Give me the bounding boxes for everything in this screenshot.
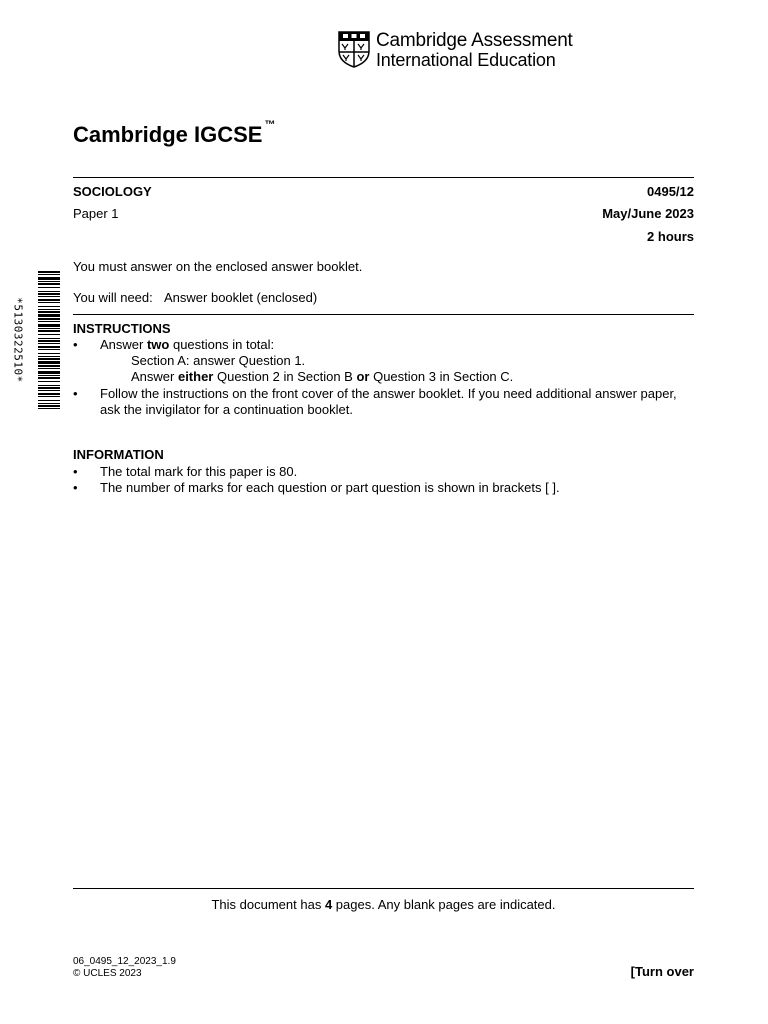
instruction-emphasis: either [177,369,214,384]
document-reference: 06_0495_12_2023_1.9 [73,956,176,967]
barcode-bar [38,377,60,379]
barcode-bar [38,358,60,360]
barcode-bar [38,283,60,285]
bullet-icon: • [73,337,78,352]
instruction-emphasis: two [146,337,170,352]
instruction-text: Answer [100,337,147,352]
trademark-symbol: ™ [264,119,276,131]
barcode-bar [38,321,60,322]
barcode-bar [38,299,60,301]
information-item-1: The total mark for this paper is 80. [100,464,298,479]
barcode-bar [38,328,60,329]
page-count-note [73,897,694,913]
barcode-number-text: *5130322510* [11,297,25,383]
instruction-sub-2 [131,369,513,385]
barcode-bar [38,271,60,273]
barcode-bar [38,361,60,364]
barcode-bar [38,393,60,395]
barcode-bar [38,334,60,335]
barcode-bar [38,381,60,382]
copyright-notice: © UCLES 2023 [73,968,142,979]
barcode-bar [38,274,60,275]
barcode-bar [38,385,60,386]
instruction-emphasis: or [356,369,370,384]
page-count-text: This document has [211,897,325,912]
instructions-heading: INSTRUCTIONS [73,321,171,336]
barcode-bar [38,405,60,407]
bullet-icon: • [73,386,78,401]
barcode-bar [38,324,60,327]
barcode-bar [38,318,60,320]
page-count-text: pages. Any blank pages are indicated. [332,897,556,912]
information-item-2: The number of marks for each question or part question is shown in brackets [ ]. [100,480,560,495]
barcode-bar [38,368,60,369]
barcode-bar [38,403,60,404]
need-label: You will need: [73,290,153,305]
need-item: Answer booklet (enclosed) [164,290,318,305]
instruction-text: Question 2 in Section B [213,369,357,384]
barcode-bar [38,306,60,307]
instruction-sub-1: Section A: answer Question 1. [131,353,306,368]
candidate-barcode [38,271,60,409]
barcode-bar [38,375,60,376]
instruction-item-2-line1: Follow the instructions on the front cover of the answer booklet. If you need additional answer paper, [100,386,677,401]
instruction-text: Question 3 in Section C. [369,369,514,384]
barcode-bar [38,365,60,367]
middle-rule [73,314,694,315]
crest-icon [338,31,370,68]
org-name-line1: Cambridge Assessment [376,30,573,51]
barcode-bar [38,349,60,350]
barcode-bar [38,340,60,342]
page-count: 4 [324,897,333,912]
answer-note: You must answer on the enclosed answer booklet. [73,259,363,274]
barcode-bar [38,302,60,303]
component-code: 0495/12 [647,184,694,199]
barcode-bar [38,400,60,401]
barcode-bar [38,346,60,348]
barcode-bar [38,330,60,332]
barcode-bar [38,291,60,292]
instruction-item-1 [100,337,274,353]
barcode-bar [38,408,60,409]
qualification-title [73,119,276,148]
barcode-bar [38,296,60,297]
instruction-item-2-line2: ask the invigilator for a continuation booklet. [100,402,353,417]
barcode-bar [38,277,60,280]
qualification-text: Cambridge IGCSE [73,122,263,147]
barcode-bar [38,371,60,374]
turn-over-label: [Turn over [630,964,694,979]
barcode-bar [38,396,60,397]
bullet-icon: • [73,464,78,479]
barcode-bar [38,387,60,389]
barcode-bar [38,343,60,344]
barcode-bar [38,309,60,310]
barcode-bar [38,390,60,391]
exam-session: May/June 2023 [602,206,694,221]
barcode-bar [38,281,60,282]
information-heading: INFORMATION [73,447,164,462]
top-rule [73,177,694,178]
barcode-bar [38,293,60,295]
org-name-line2: International Education [376,50,556,70]
barcode-bar [38,338,60,339]
instruction-text: questions in total: [169,337,275,352]
exam-duration: 2 hours [647,229,694,244]
instruction-text: Answer [131,369,178,384]
bullet-icon: • [73,480,78,495]
barcode-bar [38,287,60,288]
paper-number: Paper 1 [73,206,119,221]
barcode-bar [38,356,60,357]
footer-rule [73,888,694,889]
barcode-bar [38,311,60,313]
barcode-bar [38,314,60,317]
barcode-bar [38,353,60,354]
subject-name: SOCIOLOGY [73,184,152,199]
